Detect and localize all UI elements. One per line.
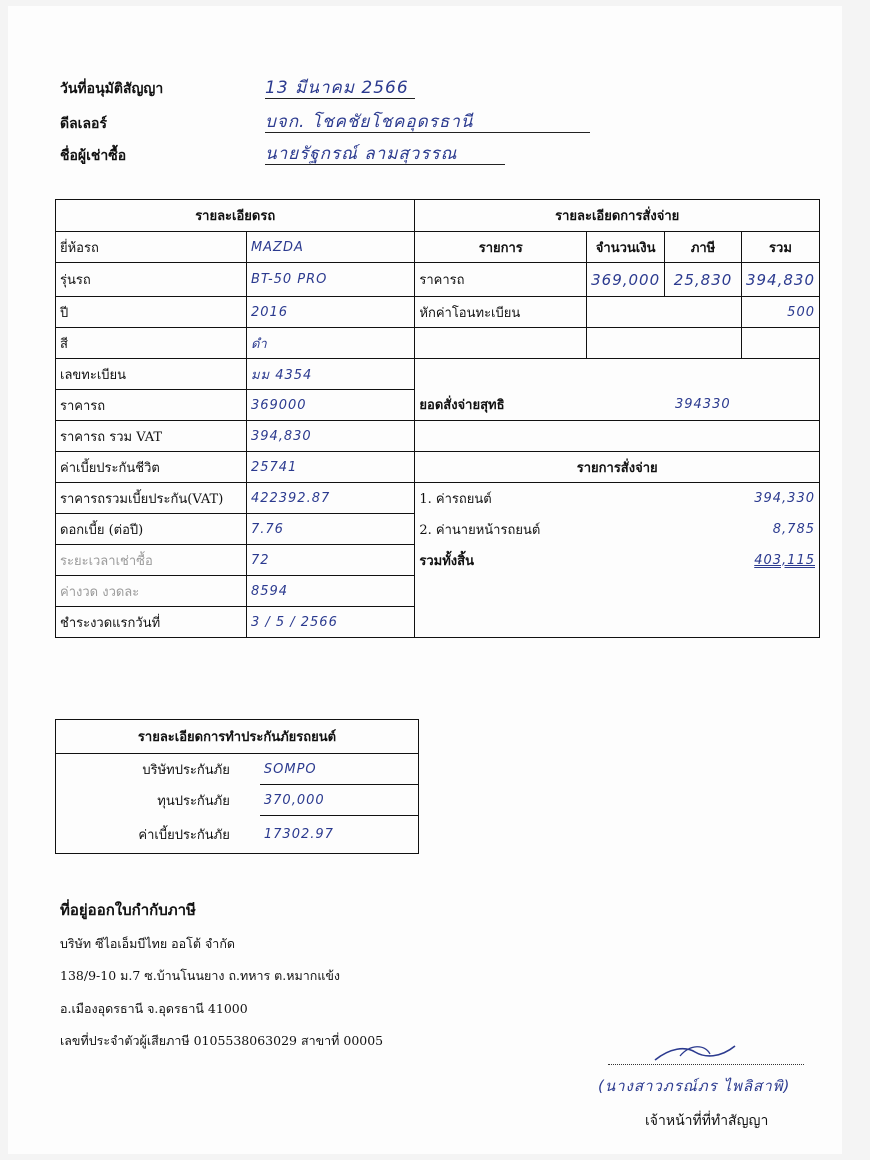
contract-date-label: วันที่อนุมัติสัญญา <box>60 81 164 97</box>
car-row-label: ค่างวด งวดละ <box>56 576 247 607</box>
payment-row-item <box>415 328 587 359</box>
tax-address-title: ที่อยู่ออกใบกำกับภาษี <box>60 901 196 919</box>
dealer-label: ดีลเลอร์ <box>60 116 107 132</box>
car-row-value: 7.76 <box>246 514 414 545</box>
signature-mark <box>650 1038 740 1066</box>
address-line: เลขที่ประจำตัวผู้เสียภาษี 0105538063029 สาขาที่ 00005 <box>60 1033 384 1048</box>
empty-cell <box>415 576 820 638</box>
payment-row-total: 394,830 <box>741 263 819 297</box>
payment-col-total: รวม <box>741 232 819 263</box>
car-row-label: ปี <box>56 297 247 328</box>
car-row-label: เลขทะเบียน <box>56 359 247 390</box>
insurance-row-value: SOMPO <box>260 754 419 785</box>
insurance-row-value: 17302.97 <box>260 816 419 854</box>
car-row-label: ค่าเบี้ยประกันชีวิต <box>56 452 247 483</box>
dealer-value: บจก. โชคชัยโชคอุดรธานี <box>265 108 590 133</box>
insurance-header: รายละเอียดการทำประกันภัยรถยนต์ <box>56 720 419 754</box>
car-row-value: 394,830 <box>246 421 414 452</box>
car-row-label: ราคารถ รวม VAT <box>56 421 247 452</box>
payment-list-label: 1. ค่ารถยนต์ <box>415 483 587 514</box>
car-row-label: ยี่ห้อรถ <box>56 232 247 263</box>
payment-col-amount: จำนวนเงิน <box>587 232 665 263</box>
payment-list-value: 394,330 <box>587 483 820 514</box>
payment-list-header: รายการสั่งจ่าย <box>415 452 820 483</box>
payment-col-tax: ภาษี <box>665 232 742 263</box>
car-row-value: 2016 <box>246 297 414 328</box>
payment-row-amount: 369,000 <box>587 263 665 297</box>
car-row-value: BT-50 PRO <box>246 263 414 297</box>
contract-date-value: 13 มีนาคม 2566 <box>265 74 415 99</box>
car-row-value: มม 4354 <box>246 359 414 390</box>
car-row-value: 25741 <box>246 452 414 483</box>
grand-total-label: รวมทั้งสิ้น <box>415 545 587 576</box>
address-line: บริษัท ซีไอเอ็มบีไทย ออโต้ จำกัด <box>60 936 236 951</box>
signer-name: (นางสาวภรณ์ภร ไพลิสาพิ) <box>598 1077 791 1095</box>
payment-list-value: 8,785 <box>587 514 820 545</box>
insurance-row-label: ค่าเบี้ยประกันภัย <box>56 816 260 854</box>
payment-row-tax: 25,830 <box>665 263 742 297</box>
payment-col-item: รายการ <box>415 232 587 263</box>
car-row-label: ชำระงวดแรกวันที่ <box>56 607 247 638</box>
empty-cell <box>415 421 820 452</box>
car-row-value: 3 / 5 / 2566 <box>246 607 414 638</box>
grand-total-value: 403,115 <box>587 545 820 576</box>
car-row-label: ราคารถ <box>56 390 247 421</box>
empty-cell <box>415 359 820 390</box>
payment-row-item: หักค่าโอนทะเบียน <box>415 297 587 328</box>
payment-row-total <box>741 328 819 359</box>
payment-list-label: 2. ค่านายหน้ารถยนต์ <box>415 514 587 545</box>
signer-title: เจ้าหน้าที่ที่ทำสัญญา <box>645 1113 769 1129</box>
address-line: อ.เมืองอุดรธานี จ.อุดรธานี 41000 <box>60 1001 248 1016</box>
car-row-label: ราคารถรวมเบี้ยประกัน(VAT) <box>56 483 247 514</box>
insurance-row-value: 370,000 <box>260 785 419 816</box>
car-row-value: MAZDA <box>246 232 414 263</box>
payment-row-amount <box>587 297 742 328</box>
car-row-value: 72 <box>246 545 414 576</box>
car-details-header: รายละเอียดรถ <box>56 200 415 232</box>
insurance-row-label: บริษัทประกันภัย <box>56 754 260 785</box>
payment-row-item: ราคารถ <box>415 263 587 297</box>
car-row-value: 8594 <box>246 576 414 607</box>
car-row-value: 369000 <box>246 390 414 421</box>
payment-header: รายละเอียดการสั่งจ่าย <box>415 200 820 232</box>
payment-row-amount <box>587 328 742 359</box>
payment-row-total: 500 <box>741 297 819 328</box>
car-row-value: 422392.87 <box>246 483 414 514</box>
address-line: 138/9-10 ม.7 ซ.บ้านโนนยาง ถ.ทหาร ต.หมากแข้ง <box>60 968 341 983</box>
car-row-label: รุ่นรถ <box>56 263 247 297</box>
lessee-label: ชื่อผู้เช่าซื้อ <box>60 148 127 164</box>
car-row-label: ระยะเวลาเช่าซื้อ <box>56 545 247 576</box>
insurance-row-label: ทุนประกันภัย <box>56 785 260 816</box>
car-row-label: ดอกเบี้ย (ต่อปี) <box>56 514 247 545</box>
net-value: 394330 <box>587 390 820 421</box>
lessee-value: นายรัฐกรณ์ ลามสุวรรณ <box>265 140 505 165</box>
main-table <box>55 199 820 638</box>
net-label: ยอดสั่งจ่ายสุทธิ <box>415 390 587 421</box>
car-row-value: ดำ <box>246 328 414 359</box>
signature-line <box>608 1064 804 1065</box>
insurance-table <box>55 719 419 854</box>
car-row-label: สี <box>56 328 247 359</box>
